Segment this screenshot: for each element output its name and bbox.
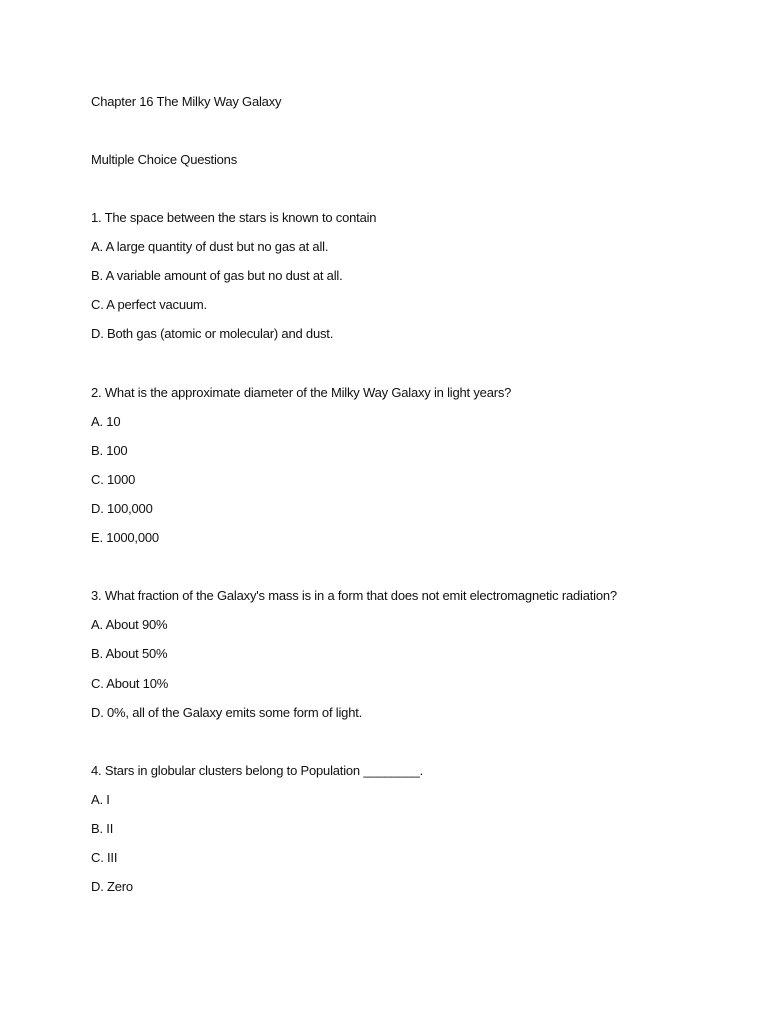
question-3-option-b: B. About 50% <box>91 646 168 661</box>
question-4-prompt: 4. Stars in globular clusters belong to Population ________. <box>91 763 424 778</box>
question-1-option-d: D. Both gas (atomic or molecular) and dust. <box>91 326 334 341</box>
question-3-option-c: C. About 10% <box>91 676 169 691</box>
question-4-option-d: D. Zero <box>91 879 133 894</box>
chapter-title: Chapter 16 The Milky Way Galaxy <box>91 94 282 109</box>
question-1-option-b: B. A variable amount of gas but no dust at all. <box>91 268 343 283</box>
question-3-prompt: 3. What fraction of the Galaxy's mass is in a form that does not emit electromagnetic radiation? <box>91 588 617 603</box>
question-4-option-b: B. II <box>91 821 114 836</box>
question-1-option-c: C. A perfect vacuum. <box>91 297 207 312</box>
question-2-option-a: A. 10 <box>91 414 121 429</box>
question-4-option-c: C. III <box>91 850 118 865</box>
question-2-prompt: 2. What is the approximate diameter of the Milky Way Galaxy in light years? <box>91 385 512 400</box>
question-3-option-a: A. About 90% <box>91 617 168 632</box>
question-4-option-a: A. I <box>91 792 110 807</box>
question-1-option-a: A. A large quantity of dust but no gas at all. <box>91 239 329 254</box>
section-title: Multiple Choice Questions <box>91 152 238 167</box>
question-3-option-d: D. 0%, all of the Galaxy emits some form of light. <box>91 705 363 720</box>
question-2-option-b: B. 100 <box>91 443 128 458</box>
question-2-option-e: E. 1000,000 <box>91 530 159 545</box>
question-2-option-c: C. 1000 <box>91 472 136 487</box>
question-2-option-d: D. 100,000 <box>91 501 153 516</box>
question-1-prompt: 1. The space between the stars is known to contain <box>91 210 377 225</box>
